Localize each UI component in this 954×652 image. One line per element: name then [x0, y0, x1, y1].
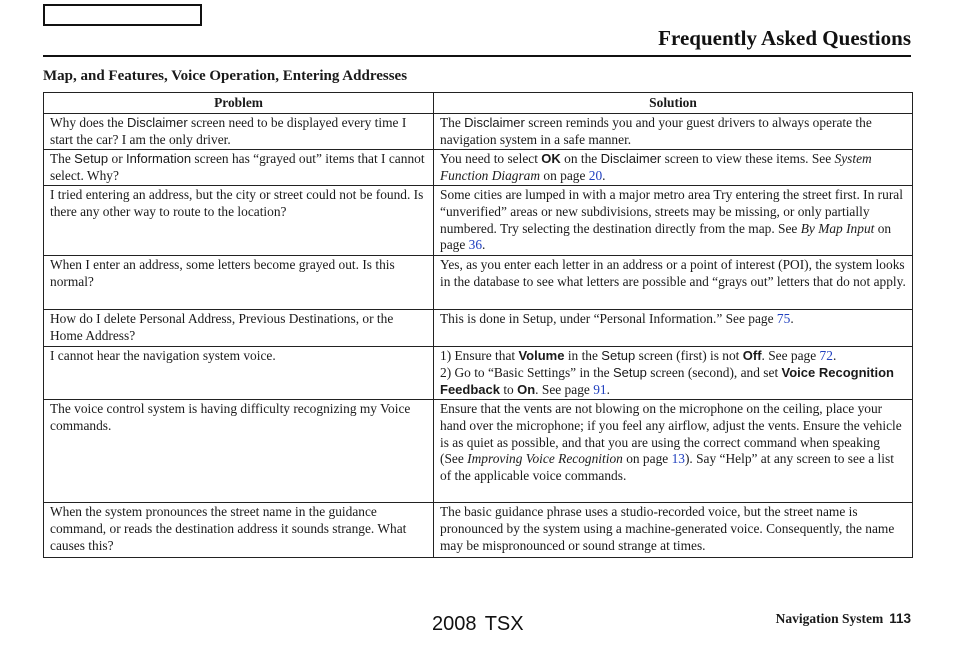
cell-text: Setup — [601, 348, 636, 364]
page-link[interactable]: 20 — [588, 167, 603, 183]
solution-cell — [434, 347, 913, 400]
table-row — [44, 400, 913, 503]
cell-text: Some cities are lumped in with a major metro area Try entering the street first. In rural “unverified” areas or new subdivisions, streets may be missing, or only partially numbered. Try selecting the destination directly from the map. See — [440, 187, 903, 236]
cell-text: . See page — [535, 381, 594, 397]
cell-text: screen (second), and set — [646, 364, 782, 380]
cell-text: Disclaimer — [600, 151, 662, 167]
cell-text: Voice Recognition Feedback — [440, 364, 894, 397]
cell-text: screen has “grayed out” items that I cannot select. Why? — [50, 151, 425, 183]
page-link[interactable]: 13 — [671, 451, 685, 467]
cell-text: on the — [560, 151, 601, 167]
cell-text: screen reminds you and your guest drivers to always operate the navigation system in a safe manner. — [440, 115, 872, 147]
problem-cell — [44, 347, 434, 400]
cell-text: Improving Voice Recognition — [467, 451, 623, 467]
faq-table — [43, 92, 913, 558]
table-row — [44, 503, 913, 558]
cell-text: The — [440, 115, 465, 130]
cell-text: On — [517, 381, 536, 397]
cell-text: or — [108, 151, 127, 167]
problem-cell — [44, 150, 434, 186]
cell-text: Yes, as you enter each letter in an address or a point of interest (POI), the system looks in the database to see what letters are possible and “grays out” letters that do not apply. — [440, 257, 906, 289]
cell-text: . — [482, 237, 486, 253]
page-link[interactable]: 75 — [776, 311, 791, 327]
cell-text: to — [499, 381, 518, 397]
solution-cell — [434, 503, 913, 558]
cell-text: How do I delete Personal Address, Previous Destinations, or the Home Address? — [50, 311, 394, 343]
footer-model: 2008 TSX — [432, 613, 524, 635]
cell-text: screen to view these items. See — [661, 151, 835, 167]
page-link[interactable]: 91 — [593, 381, 607, 397]
cell-text: Disclaimer — [126, 115, 188, 130]
cell-text: Volume — [518, 348, 565, 364]
cell-text: on page — [540, 167, 589, 183]
footer-nav — [776, 611, 911, 627]
table-row — [44, 310, 913, 347]
table-row — [44, 114, 913, 150]
cell-text: screen need to be displayed every time I start the car? I am the only driver. — [50, 115, 407, 147]
cell-text: Information — [126, 151, 192, 167]
cell-text: When the system pronounces the street name in the guidance command, or reads the destination address it sounds strange. What causes this? — [50, 504, 407, 553]
cell-text: on page — [622, 451, 672, 467]
cell-text: Ensure that the vents are not blowing on the microphone on the ceiling, place your hand over the microphone; if you feel any airflow, adjust the vents. Ensure the vehicle is as quiet as possible, and that you are using the correct command when speaking (See — [440, 401, 902, 467]
cell-text: Setup — [612, 364, 647, 380]
cell-text: . — [790, 311, 794, 327]
cell-text: I cannot hear the navigation system voice. — [50, 348, 276, 364]
cell-text: The — [50, 151, 75, 167]
table-row — [44, 256, 913, 310]
problem-cell — [44, 310, 434, 347]
cell-text: Why does the — [50, 115, 127, 130]
title-rule — [43, 55, 911, 57]
page-link[interactable]: 36 — [468, 237, 483, 253]
cell-text: 2) Go to “Basic Settings” in the — [440, 364, 613, 380]
cell-text: When I enter an address, some letters become grayed out. Is this normal? — [50, 257, 395, 289]
solution-cell — [434, 186, 913, 256]
problem-cell — [44, 503, 434, 558]
column-header-solution: Solution — [434, 93, 913, 114]
cell-text: The basic guidance phrase uses a studio-recorded voice, but the street name is pronounced by the system using a machine-generated voice. Consequently, the name may be mispronounced or sound strange at times. — [440, 504, 895, 553]
cell-text: I tried entering an address, but the city or street could not be found. Is there any other way to route to the location? — [50, 187, 424, 219]
table-row — [44, 186, 913, 256]
problem-cell — [44, 114, 434, 150]
problem-cell — [44, 256, 434, 310]
footer-section-label: Navigation System — [775, 611, 884, 626]
cell-text: on page — [440, 220, 892, 253]
cell-text: System Function Diagram — [440, 151, 872, 183]
solution-cell — [434, 256, 913, 310]
cell-text: By Map Input — [800, 220, 875, 236]
table-row — [44, 347, 913, 400]
cell-text: screen (first) is not — [635, 348, 743, 364]
cell-text: Off — [742, 348, 762, 364]
cell-text: You need to select — [440, 151, 542, 167]
cell-text: Disclaimer — [464, 115, 525, 130]
problem-cell — [44, 400, 434, 503]
cell-text: This is done in Setup, under “Personal Information.” See page — [440, 311, 777, 327]
column-header-problem: Problem — [44, 93, 434, 114]
page-title: Frequently Asked Questions — [658, 26, 911, 50]
cell-text: . — [832, 348, 837, 364]
solution-cell — [434, 310, 913, 347]
page-number: 113 — [889, 611, 911, 626]
solution-cell — [434, 400, 913, 503]
header-tab-box — [43, 4, 202, 26]
cell-text: OK — [541, 151, 561, 167]
table-header-row — [44, 93, 913, 114]
cell-text: . — [602, 167, 606, 183]
cell-text: . — [606, 381, 610, 397]
cell-text: ). Say “Help” at any screen to see a list of the applicable voice commands. — [440, 451, 894, 483]
cell-text: Setup — [74, 151, 109, 167]
cell-text: in the — [564, 348, 602, 364]
problem-cell — [44, 186, 434, 256]
page-link[interactable]: 72 — [819, 348, 833, 364]
cell-text: The voice control system is having difficulty recognizing my Voice commands. — [50, 401, 411, 433]
solution-cell — [434, 114, 913, 150]
table-row — [44, 150, 913, 186]
section-heading: Map, and Features, Voice Operation, Entering Addresses — [43, 68, 408, 84]
cell-text: . See page — [761, 348, 820, 364]
solution-cell — [434, 150, 913, 186]
cell-text: 1) Ensure that — [440, 348, 519, 364]
